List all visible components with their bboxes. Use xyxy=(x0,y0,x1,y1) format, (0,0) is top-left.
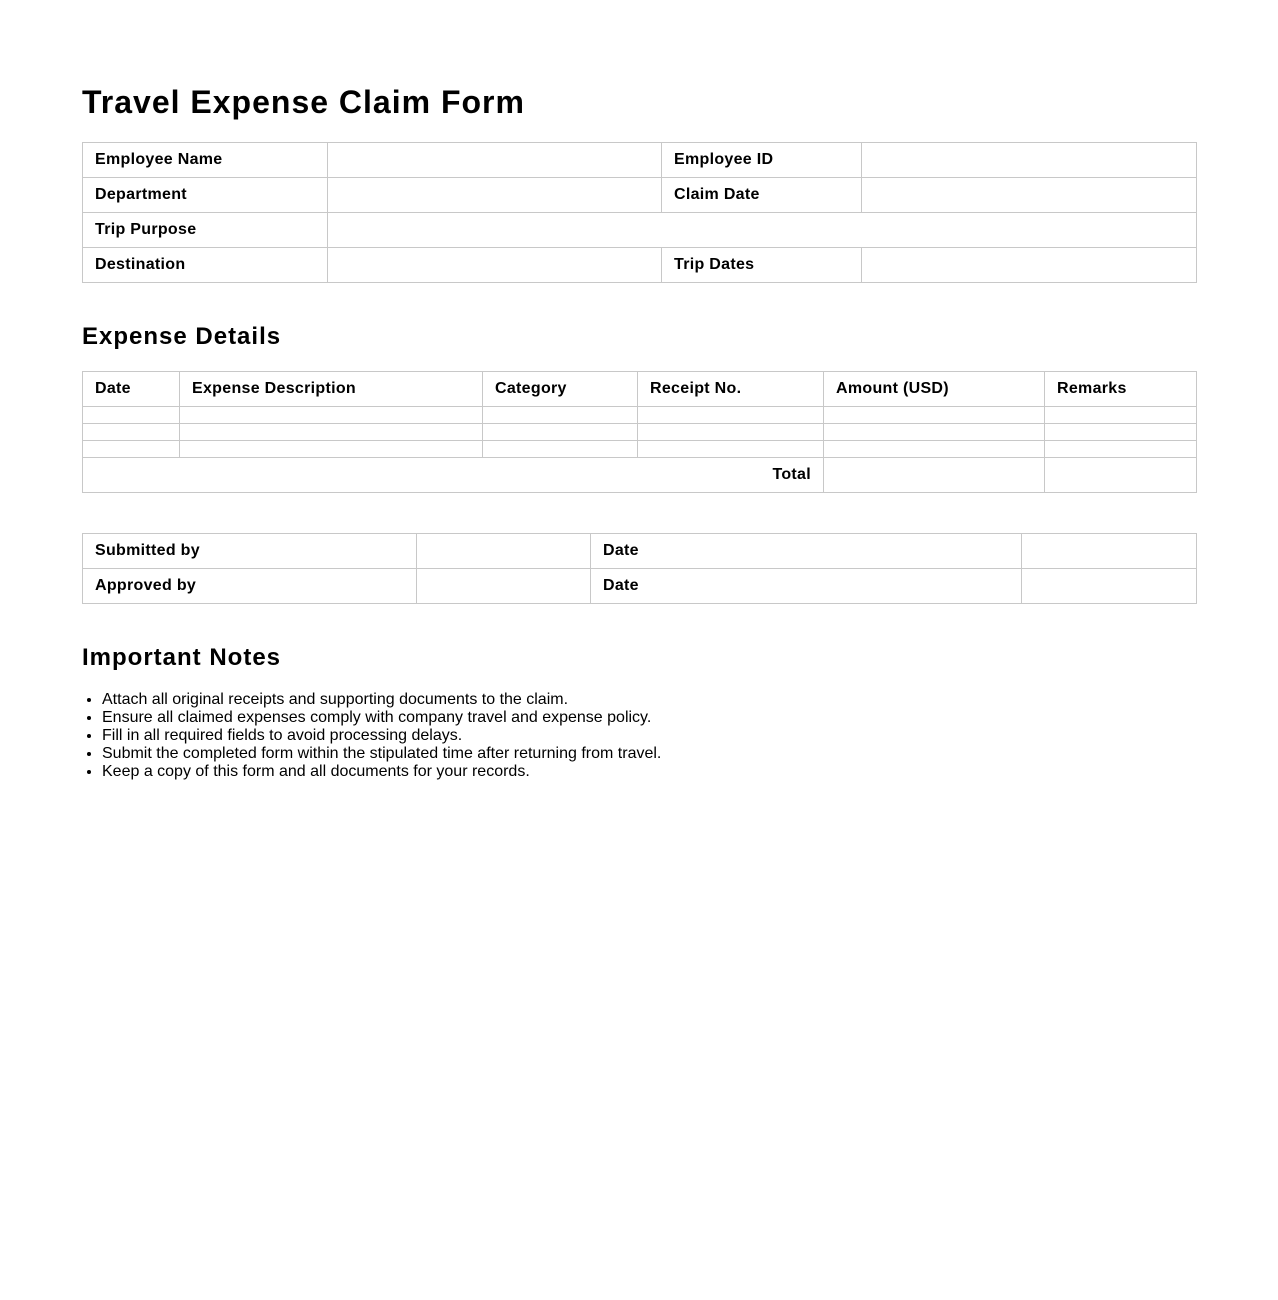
column-header-amount: Amount (USD) xyxy=(824,372,1045,407)
table-row xyxy=(83,424,1197,441)
total-remarks-field[interactable] xyxy=(1045,458,1197,493)
total-label: Total xyxy=(83,458,824,493)
submitted-by-field[interactable] xyxy=(417,534,591,569)
date-cell[interactable] xyxy=(83,407,180,424)
trip-dates-field[interactable] xyxy=(862,248,1197,283)
expense-details-table xyxy=(82,371,1197,493)
total-amount-field[interactable] xyxy=(824,458,1045,493)
table-row xyxy=(83,407,1197,424)
receipt-no-cell[interactable] xyxy=(638,441,824,458)
claim-date-field[interactable] xyxy=(862,178,1197,213)
trip-purpose-row xyxy=(83,213,1197,248)
description-cell[interactable] xyxy=(180,407,483,424)
column-header-remarks: Remarks xyxy=(1045,372,1197,407)
approved-date-label: Date xyxy=(591,569,1022,604)
approved-date-field[interactable] xyxy=(1022,569,1197,604)
destination-row xyxy=(83,248,1197,283)
employee-id-label: Employee ID xyxy=(662,143,862,178)
remarks-cell[interactable] xyxy=(1045,407,1197,424)
list-item: • Submit the completed form within the stipulated time after returning from travel. xyxy=(102,745,661,763)
approved-by-row xyxy=(83,569,1197,604)
date-cell[interactable] xyxy=(83,424,180,441)
expense-details-title: Expense Details xyxy=(82,323,282,350)
department-row xyxy=(83,178,1197,213)
category-cell[interactable] xyxy=(483,441,638,458)
notes-list xyxy=(82,691,661,781)
amount-cell[interactable] xyxy=(824,424,1045,441)
approved-by-label: Approved by xyxy=(83,569,417,604)
description-cell[interactable] xyxy=(180,424,483,441)
trip-dates-label: Trip Dates xyxy=(662,248,862,283)
table-row xyxy=(83,441,1197,458)
column-header-receipt-no: Receipt No. xyxy=(638,372,824,407)
submitted-date-field[interactable] xyxy=(1022,534,1197,569)
destination-label: Destination xyxy=(83,248,328,283)
submitted-by-label: Submitted by xyxy=(83,534,417,569)
remarks-cell[interactable] xyxy=(1045,424,1197,441)
receipt-no-cell[interactable] xyxy=(638,424,824,441)
trip-purpose-field[interactable] xyxy=(328,213,1197,248)
description-cell[interactable] xyxy=(180,441,483,458)
amount-cell[interactable] xyxy=(824,441,1045,458)
signoff-table xyxy=(82,533,1197,604)
approved-by-field[interactable] xyxy=(417,569,591,604)
employee-name-row xyxy=(83,143,1197,178)
category-cell[interactable] xyxy=(483,424,638,441)
remarks-cell[interactable] xyxy=(1045,441,1197,458)
employee-name-label: Employee Name xyxy=(83,143,328,178)
date-cell[interactable] xyxy=(83,441,180,458)
total-row xyxy=(83,458,1197,493)
column-header-date: Date xyxy=(83,372,180,407)
column-header-category: Category xyxy=(483,372,638,407)
list-item: • Fill in all required fields to avoid processing delays. xyxy=(102,727,661,745)
employee-name-field[interactable] xyxy=(328,143,662,178)
employee-info-table xyxy=(82,142,1197,283)
department-label: Department xyxy=(83,178,328,213)
list-item: • Ensure all claimed expenses comply with company travel and expense policy. xyxy=(102,709,661,727)
expense-header-row xyxy=(83,372,1197,407)
important-notes-title: Important Notes xyxy=(82,644,282,671)
list-item: • Attach all original receipts and supporting documents to the claim. xyxy=(102,691,661,709)
destination-field[interactable] xyxy=(328,248,662,283)
claim-date-label: Claim Date xyxy=(662,178,862,213)
department-field[interactable] xyxy=(328,178,662,213)
trip-purpose-label: Trip Purpose xyxy=(83,213,328,248)
receipt-no-cell[interactable] xyxy=(638,407,824,424)
submitted-date-label: Date xyxy=(591,534,1022,569)
submitted-by-row xyxy=(83,534,1197,569)
page-title: Travel Expense Claim Form xyxy=(82,84,525,120)
column-header-description: Expense Description xyxy=(180,372,483,407)
amount-cell[interactable] xyxy=(824,407,1045,424)
list-item: • Keep a copy of this form and all documents for your records. xyxy=(102,763,661,781)
employee-id-field[interactable] xyxy=(862,143,1197,178)
category-cell[interactable] xyxy=(483,407,638,424)
